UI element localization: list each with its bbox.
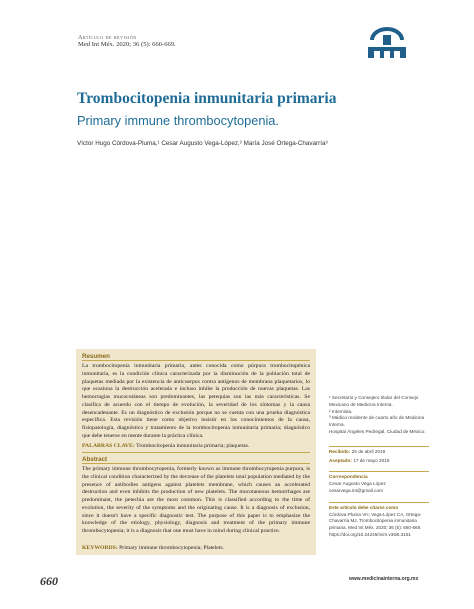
correspondence [329,474,429,494]
affiliation-item: Hospital Ángeles Pedregal, Ciudad de México. [329,429,426,435]
citation-text: Córdova-Pluma VH, Vega-López CA, Ortega-Chavarría MJ. Trombocitopenia inmunitaria primaria. Med Int Méx. 2020; 36 (5): 660-669. [329,511,422,530]
abstract-heading: Abstract [82,456,108,463]
resumen-heading: Resumen [82,353,110,360]
divider [82,452,310,453]
citation-heading: Este artículo debe citarse como [329,505,399,510]
palabras-clave-label: PALABRAS CLAVE: [82,443,135,449]
cmim-logo-icon [366,27,408,61]
affiliation-item: ³ Médico residente de cuarto año de Medicina Interna. [329,415,425,428]
correspondence-email[interactable]: cesarvega.int@gmail.com [329,487,383,493]
correspondence-name: Cesar Augusto Vega López [329,480,386,486]
divider [329,502,429,503]
authors: Víctor Hugo Córdova-Pluma,¹ Cesar Augusto Vega-López,² María José Ortega-Chavarría³ [77,140,328,147]
divider [329,446,429,447]
journal-header [78,34,176,49]
keywords-text: Primary immune thrombocytopenia; Platelets. [119,545,225,551]
divider [82,463,310,464]
affiliation-item: ¹ Secretario y Consejero titular del Consejo Mexicano de Medicina Interna. [329,395,419,407]
keywords [82,545,310,551]
abstract-box [76,349,316,555]
palabras-clave-text: Trombocitopenia inmunitaria primaria; plaquetas. [136,443,250,449]
resumen-text: La trombocitopenia inmunitaria primaria, antes conocida como púrpura trombocitopénica inmunitaria, es la condición clínica caracterizada por la disminución de la población total de plaquetas mediada por la existencia de anticuerpos contra antígenos de membrana plaquetarios, lo que ocasiona la destrucción acelerada e incluso inhibe la producción de nuevas plaquetas. Las hemorragias mucocutáneas son predominantes, las petequias son las más características. Se clasifica de acuerdo con el tiempo de evolución, la severidad de los síntomas y la causa desencadenante. Es un diagnóstico de exclusión porque no se cuenta con una prueba diagnóstica específica. Esta revisión tiene como objetivo insistir en los conocimientos de la causa, fisiopatología, diagnóstico y tratamiento de la trombocitopenia inmunitaria primaria; diagnóstico que debe tenerse en mente durante la práctica clínica. [82,363,310,439]
article-title-es: Trombocitopenia inmunitaria primaria [77,90,337,107]
palabras-clave [82,443,310,449]
citation-doi[interactable]: https://doi.org/10.24245/mim.v36i5.3151 [329,531,411,537]
journal-website[interactable]: www.medicinainterna.org.mx [349,576,419,582]
dates [329,448,429,466]
divider [329,471,429,472]
page-number: 660 [40,574,58,588]
journal-citation: Med Int Méx. 2020; 36 (5): 660-669. [78,41,176,49]
received-date: Recibido: 25 de abril 2019 [329,449,386,454]
keywords-label: KEYWORDS: [82,545,118,551]
accepted-date: Aceptado: 17 de mayo 2019 [329,457,390,463]
abstract-text: The primary immune thrombocytopenia, formerly known as immune thrombocytopenia purpura, is the clinical condition characterized by the decrease of the platelets total population mediated by the presence of antibodies antigens against platelets membrane, which causes an accelerated destruction and even inhibits the production of new platelets. The mucotaneous hemorrhages are predominant, the petechia are the most common. This is classified according to the time of evolution, the severity of the symptoms and the originating cause. It is a diagnosis of exclusion, since it doesn't have a specific diagnostic test. The purpose of this paper is to emphasize the knowledge of the etiology, physiology, diagnosis and treatment of the primary immune thrombocytopenia; it is a diagnosis that one must have in mind during clinical practice. [82,466,310,534]
divider [82,360,310,361]
citation-block [329,505,431,538]
article-title-en: Primary immune thrombocytopenia. [77,113,279,128]
affiliation-item: ² Internista. [329,408,353,414]
article-type: Artículo de revisión [78,34,137,41]
correspondence-heading: Correspondencia [329,474,368,479]
affiliations [329,395,429,436]
